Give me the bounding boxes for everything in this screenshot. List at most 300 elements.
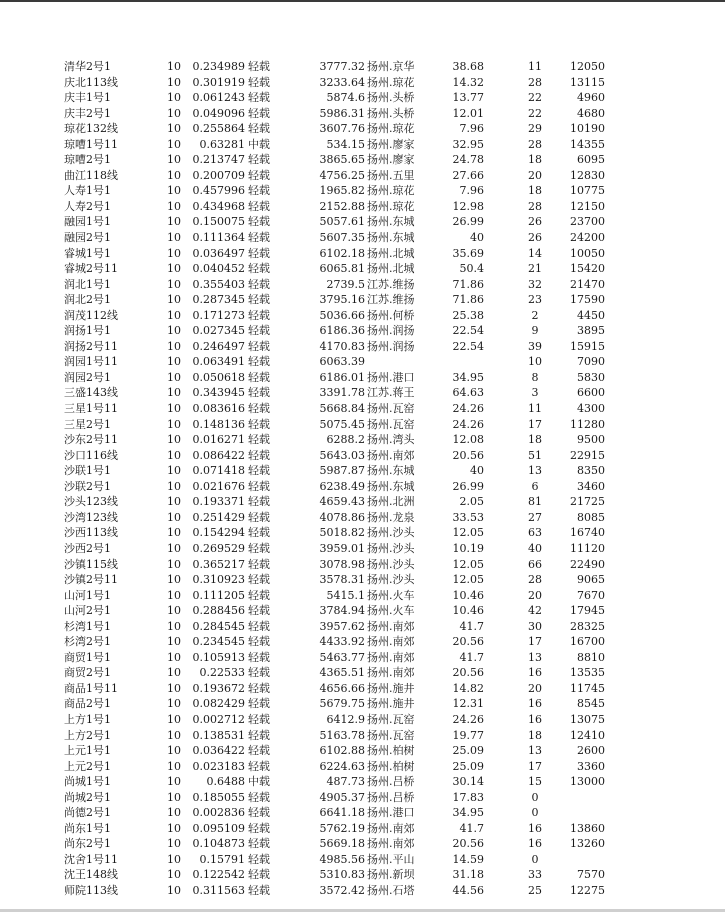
feeder-name-cell: 沙镇2号11 <box>64 573 118 587</box>
voltage-cell: 10 <box>167 573 181 587</box>
load-status-cell: 轻载 <box>248 495 270 509</box>
table-row <box>0 90 725 106</box>
substation-cell: 扬州.润扬 <box>367 339 415 353</box>
substation-cell: 扬州.何桥 <box>367 308 415 322</box>
voltage-cell: 10 <box>167 557 181 571</box>
load-ratio-cell: 0.234545 <box>192 635 245 649</box>
count-cell: 16 <box>528 697 542 711</box>
feeder-name-cell: 沙联2号1 <box>64 479 111 493</box>
table-row <box>0 759 725 775</box>
load-ratio-cell: 0.111205 <box>192 588 245 602</box>
feeder-name-cell: 润北2号1 <box>64 293 111 307</box>
substation-cell: 扬州.柏树 <box>367 759 415 773</box>
count-cell: 42 <box>528 604 542 618</box>
substation-cell: 扬州.东城 <box>367 231 415 245</box>
load-status-cell: 轻载 <box>248 837 270 851</box>
load-status-cell: 轻载 <box>248 852 270 866</box>
capacity-cell: 12410 <box>570 728 605 742</box>
substation-cell: 江苏.维扬 <box>367 277 415 291</box>
value-cell: 1965.82 <box>319 184 365 198</box>
voltage-cell: 10 <box>167 417 181 431</box>
feeder-name-cell: 尚城1号1 <box>64 775 111 789</box>
table-row <box>0 665 725 681</box>
load-status-cell: 轻载 <box>248 588 270 602</box>
feeder-name-cell: 尚东1号1 <box>64 821 111 835</box>
table-row <box>0 277 725 293</box>
percent-cell: 22.54 <box>452 324 484 338</box>
feeder-name-cell: 曲江118线 <box>64 168 118 182</box>
load-ratio-cell: 0.021676 <box>192 479 245 493</box>
percent-cell: 35.69 <box>452 246 484 260</box>
load-status-cell: 轻载 <box>248 91 270 105</box>
count-cell: 0 <box>531 852 539 866</box>
feeder-name-cell: 杉湾1号1 <box>64 619 111 633</box>
count-cell: 32 <box>528 277 542 291</box>
load-status-cell: 轻载 <box>248 75 270 89</box>
feeder-name-cell: 润北1号1 <box>64 277 111 291</box>
load-ratio-cell: 0.095109 <box>192 821 245 835</box>
percent-cell: 40 <box>470 231 484 245</box>
load-status-cell: 轻载 <box>248 744 270 758</box>
percent-cell: 24.26 <box>452 712 484 726</box>
capacity-cell: 16740 <box>570 526 605 540</box>
count-cell: 81 <box>528 495 542 509</box>
voltage-cell: 10 <box>167 728 181 742</box>
load-status-cell: 轻载 <box>248 448 270 462</box>
voltage-cell: 10 <box>167 277 181 291</box>
substation-cell: 扬州.柏树 <box>367 744 415 758</box>
load-status-cell: 轻载 <box>248 215 270 229</box>
voltage-cell: 10 <box>167 106 181 120</box>
load-ratio-cell: 0.086422 <box>192 448 245 462</box>
feeder-name-cell: 琼花132线 <box>64 122 118 136</box>
substation-cell: 扬州.五里 <box>367 168 415 182</box>
voltage-cell: 10 <box>167 246 181 260</box>
load-ratio-cell: 0.063491 <box>192 355 245 369</box>
value-cell: 3777.32 <box>319 60 365 73</box>
voltage-cell: 10 <box>167 588 181 602</box>
load-status-cell: 中载 <box>248 775 270 789</box>
capacity-cell: 24200 <box>570 231 605 245</box>
voltage-cell: 10 <box>167 215 181 229</box>
substation-cell: 扬州.吕桥 <box>367 775 415 789</box>
percent-cell: 20.56 <box>452 666 484 680</box>
load-status-cell: 轻载 <box>248 153 270 167</box>
feeder-name-cell: 润茂112线 <box>64 308 118 322</box>
table-row <box>0 199 725 215</box>
feeder-name-cell: 沙西2号1 <box>64 541 111 555</box>
substation-cell: 扬州.南郊 <box>367 821 415 835</box>
feeder-name-cell: 庆丰1号1 <box>64 91 111 105</box>
substation-cell: 扬州.火车 <box>367 604 415 618</box>
count-cell: 14 <box>528 246 542 260</box>
count-cell: 18 <box>528 153 542 167</box>
voltage-cell: 10 <box>167 137 181 151</box>
load-status-cell: 轻载 <box>248 883 270 897</box>
feeder-name-cell: 清华2号1 <box>64 60 111 73</box>
percent-cell: 14.82 <box>452 681 484 695</box>
voltage-cell: 10 <box>167 199 181 213</box>
capacity-cell: 10190 <box>570 122 605 136</box>
load-status-cell: 轻载 <box>248 168 270 182</box>
voltage-cell: 10 <box>167 122 181 136</box>
capacity-cell: 6600 <box>577 386 605 400</box>
percent-cell: 64.63 <box>452 386 484 400</box>
count-cell: 33 <box>528 868 542 882</box>
substation-cell: 扬州.南郊 <box>367 666 415 680</box>
count-cell: 28 <box>528 137 542 151</box>
percent-cell: 10.46 <box>452 604 484 618</box>
table-row <box>0 867 725 883</box>
value-cell: 4078.86 <box>319 510 365 524</box>
substation-cell: 扬州.吕桥 <box>367 790 415 804</box>
voltage-cell: 10 <box>167 541 181 555</box>
voltage-cell: 10 <box>167 883 181 897</box>
value-cell: 4985.56 <box>319 852 365 866</box>
substation-cell: 扬州.润扬 <box>367 324 415 338</box>
value-cell: 4656.66 <box>319 681 365 695</box>
capacity-cell: 13000 <box>570 775 605 789</box>
load-ratio-cell: 0.040452 <box>192 262 245 276</box>
substation-cell: 扬州.新坝 <box>367 868 415 882</box>
value-cell: 5679.75 <box>319 697 365 711</box>
value-cell: 5607.35 <box>319 231 365 245</box>
capacity-cell: 12150 <box>570 199 605 213</box>
count-cell: 3 <box>531 386 539 400</box>
load-ratio-cell: 0.036422 <box>192 744 245 758</box>
substation-cell: 扬州.港口 <box>367 806 415 820</box>
table-row <box>0 385 725 401</box>
capacity-cell: 15915 <box>570 339 605 353</box>
table-row <box>0 557 725 573</box>
count-cell: 16 <box>528 837 542 851</box>
voltage-cell: 10 <box>167 262 181 276</box>
load-ratio-cell: 0.457996 <box>192 184 245 198</box>
percent-cell: 17.83 <box>452 790 484 804</box>
capacity-cell: 4300 <box>577 402 605 416</box>
voltage-cell: 10 <box>167 526 181 540</box>
value-cell: 3795.16 <box>319 293 365 307</box>
value-cell: 2152.88 <box>319 199 365 213</box>
feeder-name-cell: 睿城2号11 <box>64 262 118 276</box>
value-cell: 6238.49 <box>319 479 365 493</box>
count-cell: 26 <box>528 215 542 229</box>
load-ratio-cell: 0.63281 <box>199 137 245 151</box>
load-ratio-cell: 0.036497 <box>192 246 245 260</box>
percent-cell: 71.86 <box>452 277 484 291</box>
capacity-cell: 9065 <box>577 573 605 587</box>
percent-cell: 26.99 <box>452 479 484 493</box>
substation-cell: 扬州.北城 <box>367 262 415 276</box>
table-row <box>0 728 725 744</box>
substation-cell: 扬州.施井 <box>367 681 415 695</box>
table-row <box>0 479 725 495</box>
substation-cell: 扬州.琼花 <box>367 184 415 198</box>
load-ratio-cell: 0.002712 <box>192 712 245 726</box>
table-row <box>0 448 725 464</box>
percent-cell: 30.14 <box>452 775 484 789</box>
count-cell: 6 <box>531 479 539 493</box>
feeder-name-cell: 沙头123线 <box>64 495 118 509</box>
load-status-cell: 轻载 <box>248 868 270 882</box>
load-status-cell: 轻载 <box>248 246 270 260</box>
table-row <box>0 168 725 184</box>
feeder-name-cell: 上方2号1 <box>64 728 111 742</box>
capacity-cell: 8085 <box>577 510 605 524</box>
feeder-name-cell: 沙联1号1 <box>64 464 111 478</box>
count-cell: 51 <box>528 448 542 462</box>
table-row <box>0 541 725 557</box>
load-ratio-cell: 0.082429 <box>192 697 245 711</box>
capacity-cell: 3895 <box>577 324 605 338</box>
substation-cell: 扬州.龙泉 <box>367 510 415 524</box>
feeder-name-cell: 商品1号11 <box>64 681 118 695</box>
voltage-cell: 10 <box>167 153 181 167</box>
feeder-name-cell: 尚城2号1 <box>64 790 111 804</box>
voltage-cell: 10 <box>167 293 181 307</box>
capacity-cell: 21470 <box>570 277 605 291</box>
value-cell: 3959.01 <box>319 541 365 555</box>
substation-cell: 扬州.东城 <box>367 464 415 478</box>
capacity-cell: 13075 <box>570 712 605 726</box>
table-row <box>0 152 725 168</box>
percent-cell: 20.56 <box>452 837 484 851</box>
table-row <box>0 354 725 370</box>
value-cell: 5643.03 <box>319 448 365 462</box>
load-ratio-cell: 0.284545 <box>192 619 245 633</box>
value-cell: 4756.25 <box>319 168 365 182</box>
substation-cell: 扬州.平山 <box>367 852 415 866</box>
feeder-name-cell: 人寿2号1 <box>64 199 111 213</box>
load-ratio-cell: 0.154294 <box>192 526 245 540</box>
feeder-name-cell: 三星1号11 <box>64 402 118 416</box>
load-ratio-cell: 0.246497 <box>192 339 245 353</box>
value-cell: 2739.5 <box>326 277 365 291</box>
value-cell: 6065.81 <box>319 262 365 276</box>
load-status-cell: 轻载 <box>248 402 270 416</box>
load-status-cell: 轻载 <box>248 464 270 478</box>
table-row <box>0 137 725 153</box>
capacity-cell: 10775 <box>570 184 605 198</box>
load-status-cell: 轻载 <box>248 619 270 633</box>
load-ratio-cell: 0.105913 <box>192 650 245 664</box>
value-cell: 6063.39 <box>319 355 365 369</box>
value-cell: 4659.43 <box>319 495 365 509</box>
count-cell: 20 <box>528 168 542 182</box>
load-status-cell: 轻载 <box>248 199 270 213</box>
value-cell: 3784.94 <box>319 604 365 618</box>
substation-cell: 扬州.湾头 <box>367 433 415 447</box>
value-cell: 5987.87 <box>319 464 365 478</box>
load-ratio-cell: 0.185055 <box>192 790 245 804</box>
capacity-cell: 8545 <box>577 697 605 711</box>
count-cell: 66 <box>528 557 542 571</box>
feeder-name-cell: 融园2号1 <box>64 231 111 245</box>
feeder-name-cell: 山河2号1 <box>64 604 111 618</box>
load-status-cell: 轻载 <box>248 417 270 431</box>
table-row <box>0 121 725 137</box>
load-status-cell: 轻载 <box>248 526 270 540</box>
load-ratio-cell: 0.083616 <box>192 402 245 416</box>
capacity-cell: 4450 <box>577 308 605 322</box>
capacity-cell: 15420 <box>570 262 605 276</box>
count-cell: 22 <box>528 106 542 120</box>
table-row <box>0 572 725 588</box>
count-cell: 25 <box>528 883 542 897</box>
substation-cell: 江苏.维扬 <box>367 293 415 307</box>
load-ratio-cell: 0.310923 <box>192 573 245 587</box>
count-cell: 15 <box>528 775 542 789</box>
voltage-cell: 10 <box>167 402 181 416</box>
feeder-name-cell: 人寿1号1 <box>64 184 111 198</box>
value-cell: 6186.01 <box>319 370 365 384</box>
count-cell: 11 <box>528 60 542 73</box>
feeder-name-cell: 上方1号1 <box>64 712 111 726</box>
count-cell: 9 <box>531 324 539 338</box>
substation-cell: 扬州.东城 <box>367 215 415 229</box>
table-row <box>0 805 725 821</box>
table-row <box>0 883 725 899</box>
value-cell: 5415.1 <box>326 588 365 602</box>
feeder-name-cell: 润园1号11 <box>64 355 118 369</box>
voltage-cell: 10 <box>167 231 181 245</box>
substation-cell: 扬州.东城 <box>367 479 415 493</box>
load-status-cell: 轻载 <box>248 370 270 384</box>
substation-cell: 扬州.施井 <box>367 697 415 711</box>
voltage-cell: 10 <box>167 650 181 664</box>
feeder-name-cell: 润扬1号1 <box>64 324 111 338</box>
load-ratio-cell: 0.355403 <box>192 277 245 291</box>
load-ratio-cell: 0.122542 <box>192 868 245 882</box>
percent-cell: 24.26 <box>452 402 484 416</box>
count-cell: 0 <box>531 790 539 804</box>
count-cell: 0 <box>531 806 539 820</box>
load-ratio-cell: 0.434968 <box>192 199 245 213</box>
feeder-name-cell: 尚德2号1 <box>64 806 111 820</box>
capacity-cell: 11120 <box>570 541 605 555</box>
table-row <box>0 588 725 604</box>
substation-cell: 扬州.石塔 <box>367 883 415 897</box>
value-cell: 534.15 <box>326 137 365 151</box>
load-ratio-cell: 0.016271 <box>192 433 245 447</box>
voltage-cell: 10 <box>167 744 181 758</box>
feeder-name-cell: 沙口116线 <box>64 448 118 462</box>
voltage-cell: 10 <box>167 852 181 866</box>
load-status-cell: 轻载 <box>248 277 270 291</box>
capacity-cell: 6095 <box>577 153 605 167</box>
voltage-cell: 10 <box>167 821 181 835</box>
count-cell: 27 <box>528 510 542 524</box>
load-ratio-cell: 0.288456 <box>192 604 245 618</box>
substation-cell: 扬州.南郊 <box>367 448 415 462</box>
voltage-cell: 10 <box>167 681 181 695</box>
load-ratio-cell: 0.138531 <box>192 728 245 742</box>
value-cell: 5310.83 <box>319 868 365 882</box>
count-cell: 30 <box>528 619 542 633</box>
percent-cell: 22.54 <box>452 339 484 353</box>
table-row <box>0 59 725 75</box>
count-cell: 8 <box>531 370 539 384</box>
load-ratio-cell: 0.193672 <box>192 681 245 695</box>
value-cell: 3572.42 <box>319 883 365 897</box>
percent-cell: 25.09 <box>452 759 484 773</box>
top-border <box>0 0 725 2</box>
value-cell: 5874.6 <box>326 91 365 105</box>
count-cell: 17 <box>528 417 542 431</box>
voltage-cell: 10 <box>167 464 181 478</box>
capacity-cell: 12050 <box>570 60 605 73</box>
count-cell: 13 <box>528 464 542 478</box>
load-status-cell: 轻载 <box>248 386 270 400</box>
value-cell: 5036.66 <box>319 308 365 322</box>
percent-cell: 10.46 <box>452 588 484 602</box>
voltage-cell: 10 <box>167 448 181 462</box>
percent-cell: 20.56 <box>452 635 484 649</box>
feeder-name-cell: 庆丰2号1 <box>64 106 111 120</box>
table-row <box>0 370 725 386</box>
table-row <box>0 463 725 479</box>
feeder-name-cell: 融园1号1 <box>64 215 111 229</box>
voltage-cell: 10 <box>167 386 181 400</box>
value-cell: 5075.45 <box>319 417 365 431</box>
load-status-cell: 轻载 <box>248 635 270 649</box>
percent-cell: 13.77 <box>452 91 484 105</box>
data-table <box>0 59 725 899</box>
table-row <box>0 292 725 308</box>
value-cell: 4433.92 <box>319 635 365 649</box>
value-cell: 5762.19 <box>319 821 365 835</box>
voltage-cell: 10 <box>167 775 181 789</box>
load-status-cell: 轻载 <box>248 712 270 726</box>
load-ratio-cell: 0.255864 <box>192 122 245 136</box>
load-ratio-cell: 0.311563 <box>192 883 245 897</box>
table-row <box>0 603 725 619</box>
percent-cell: 2.05 <box>459 495 484 509</box>
capacity-cell: 8810 <box>577 650 605 664</box>
feeder-name-cell: 琼嘈2号1 <box>64 153 111 167</box>
feeder-name-cell: 琼嘈1号11 <box>64 137 118 151</box>
feeder-name-cell: 沈王148线 <box>64 868 118 882</box>
value-cell: 5669.18 <box>319 837 365 851</box>
voltage-cell: 10 <box>167 666 181 680</box>
value-cell: 3233.64 <box>319 75 365 89</box>
table-row <box>0 790 725 806</box>
capacity-cell: 7090 <box>577 355 605 369</box>
load-ratio-cell: 0.050618 <box>192 370 245 384</box>
capacity-cell: 4680 <box>577 106 605 120</box>
feeder-name-cell: 尚东2号1 <box>64 837 111 851</box>
capacity-cell: 22490 <box>570 557 605 571</box>
capacity-cell: 12275 <box>570 883 605 897</box>
capacity-cell: 11280 <box>570 417 605 431</box>
percent-cell: 31.18 <box>452 868 484 882</box>
load-ratio-cell: 0.269529 <box>192 541 245 555</box>
count-cell: 10 <box>528 355 542 369</box>
substation-cell: 扬州.北城 <box>367 246 415 260</box>
voltage-cell: 10 <box>167 433 181 447</box>
voltage-cell: 10 <box>167 75 181 89</box>
capacity-cell: 5830 <box>577 370 605 384</box>
load-status-cell: 轻载 <box>248 697 270 711</box>
table-row <box>0 821 725 837</box>
feeder-name-cell: 杉湾2号1 <box>64 635 111 649</box>
table-row <box>0 619 725 635</box>
load-ratio-cell: 0.150075 <box>192 215 245 229</box>
load-status-cell: 轻载 <box>248 60 270 73</box>
voltage-cell: 10 <box>167 60 181 73</box>
value-cell: 3865.65 <box>319 153 365 167</box>
load-status-cell: 轻载 <box>248 293 270 307</box>
